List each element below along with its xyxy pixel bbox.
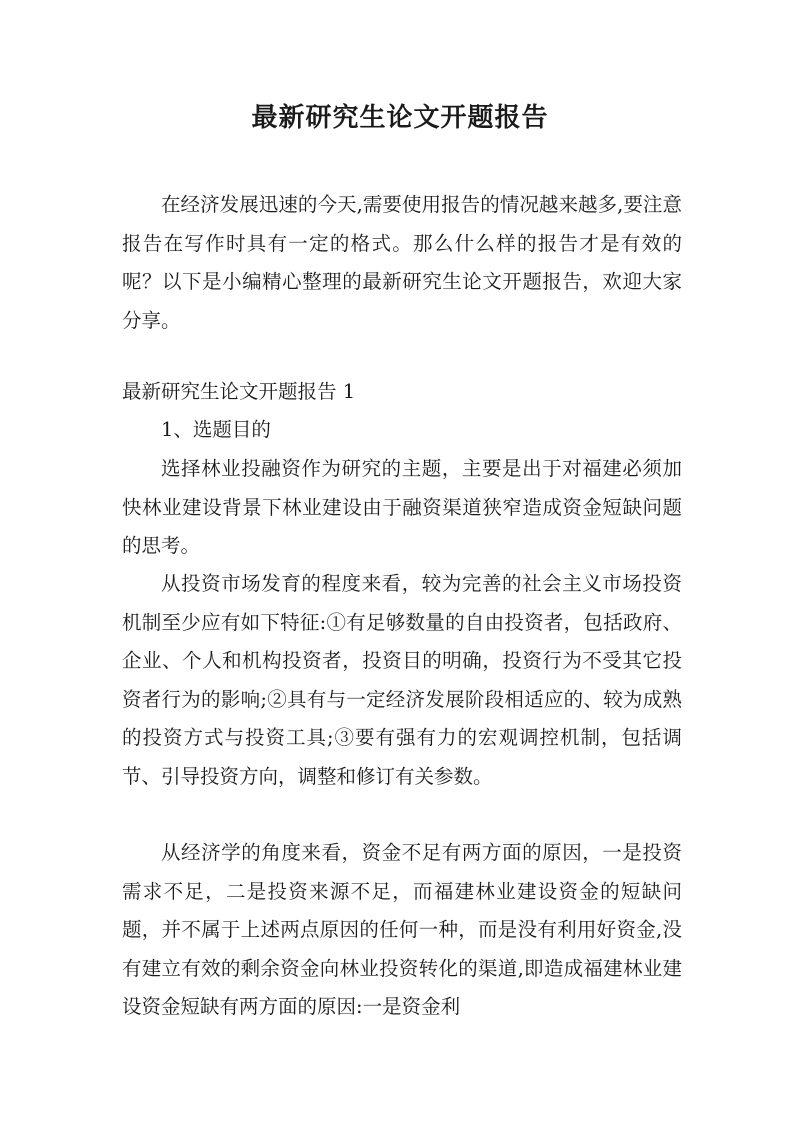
- body-paragraph-3: 从经济学的角度来看，资金不足有两方面的原因，一是投资需求不足，二是投资来源不足，而福建林业建设资金的短缺问题，并不属于上述两点原因的任何一种，而是没有利用好资金,没有建立有效的剩余资金向林业投资转化的渠道,即造成福建林业建设资金短缺有两方面的原因:一是资金利: [122, 841, 682, 1018]
- body-paragraph-2: 从投资市场发育的程度来看，较为完善的社会主义市场投资机制至少应有如下特征:①有足够数量的自由投资者，包括政府、企业、个人和机构投资者，投资目的明确，投资行为不受其它投资者行为的影响;②具有与一定经济发展阶段相适应的、较为成熟的投资方式与投资工具;③要有强有力的宏观调控机制，包括调节、引导投资方向，调整和修订有关参数。: [122, 572, 682, 788]
- body-paragraph-1: 选择林业投融资作为研究的主题，主要是出于对福建必须加快林业建设背景下林业建设由于融资渠道狭窄造成资金短缺问题的思考。: [122, 457, 682, 557]
- intro-paragraph: 在经济发展迅速的今天,需要使用报告的情况越来越多,要注意报告在写作时具有一定的格式。那么什么样的报告才是有效的呢？以下是小编精心整理的最新研究生论文开题报告，欢迎大家分享。: [122, 193, 682, 332]
- subsection-heading: 1、选题目的: [161, 418, 271, 441]
- document-title: 最新研究生论文开题报告: [251, 103, 549, 133]
- section-heading: 最新研究生论文开题报告 1: [122, 380, 356, 403]
